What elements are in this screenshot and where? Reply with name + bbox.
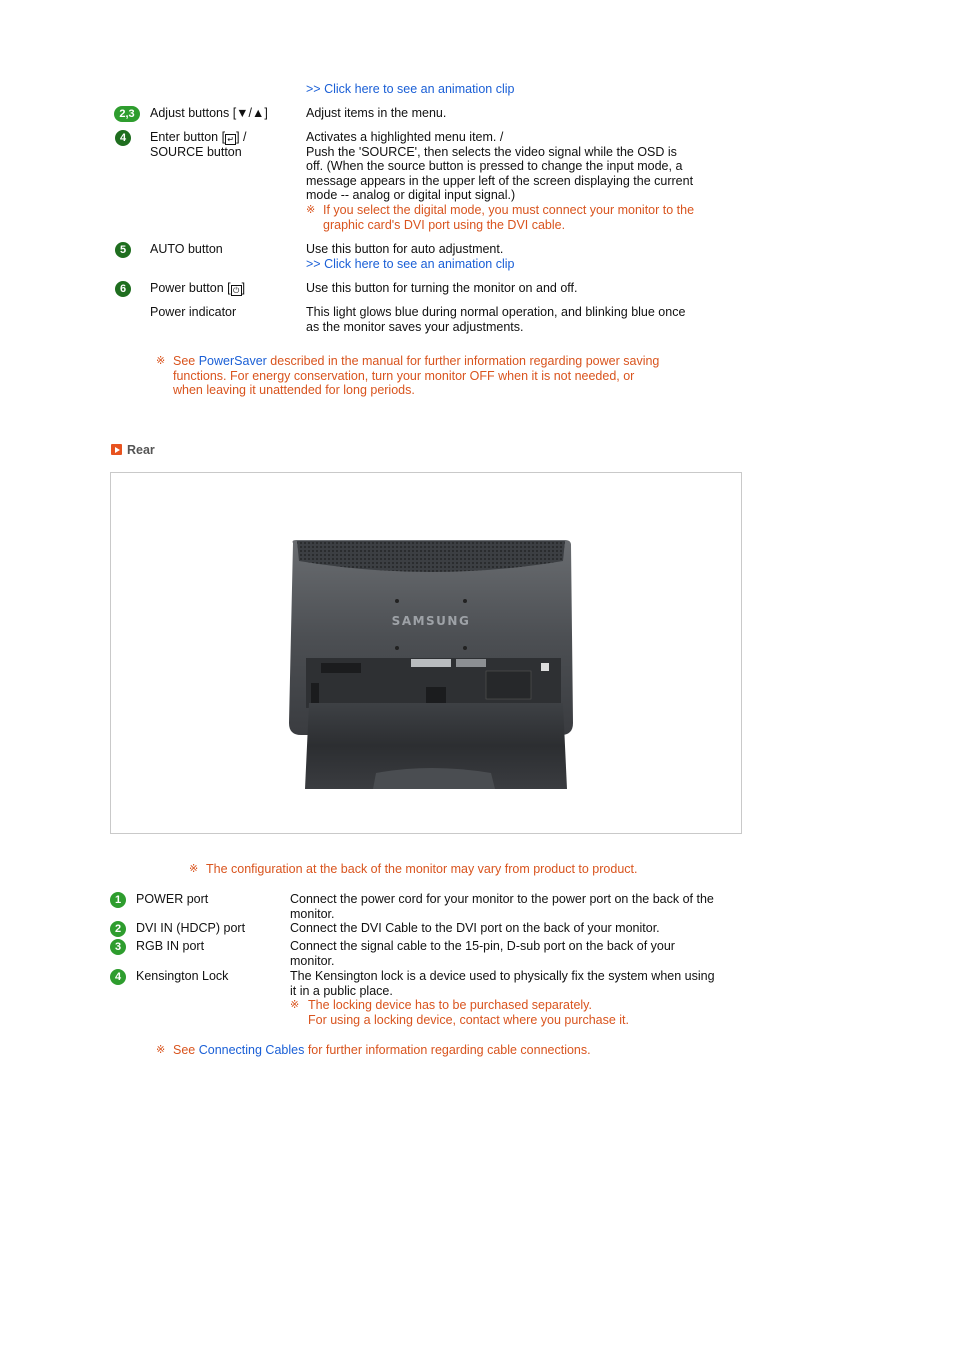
badge-port-4: 4 xyxy=(110,969,126,985)
badge-port-1: 1 xyxy=(110,892,126,908)
rgb-port-desc: Connect the signal cable to the 15-pin, D-sub port on the back of your monitor. xyxy=(290,939,675,968)
badge-2-3: 2,3 xyxy=(114,106,140,122)
adjust-buttons-label: Adjust buttons [▼/▲] xyxy=(150,106,268,120)
power-button-label: Power button [ ⏻ ] xyxy=(150,281,246,295)
auto-button-label: AUTO button xyxy=(150,242,223,256)
locking-device-note: ※ The locking device has to be purchased separately. For using a locking device, contact where you purchase it. xyxy=(290,998,630,1027)
dvi-port-desc: Connect the DVI Cable to the DVI port on the back of your monitor. xyxy=(290,921,660,935)
badge-port-2: 2 xyxy=(110,921,126,937)
enter-icon: ↵ xyxy=(225,134,236,145)
cable-note: ※ See Connecting Cables for further information regarding cable connections. xyxy=(156,1043,591,1057)
note-mark-icon: ※ xyxy=(156,355,166,367)
rgb-port-label: RGB IN port xyxy=(136,939,205,953)
power-button-desc: Use this button for turning the monitor on and off. xyxy=(306,281,578,295)
samsung-logo: SAMSUNG xyxy=(391,614,471,628)
enter-button-desc: Activates a highlighted menu item. / Push the 'SOURCE', then selects the video signal while the OSD is off. (When the source button is pressed to change the input mode, a message appears in the upper left of the screen displaying the current mode -- analog or digital input signal.) ※ If you select the digital mode, you must connect your monitor to the graphic card's DVI port using the DVI cable. xyxy=(306,130,695,232)
kensington-label: Kensington Lock xyxy=(136,969,229,983)
adjust-buttons-desc: Adjust items in the menu. xyxy=(306,106,447,120)
connecting-cables-link[interactable]: Connecting Cables xyxy=(198,1043,305,1057)
note-mark-icon: ※ xyxy=(306,203,316,216)
rear-heading: Rear xyxy=(111,443,155,457)
auto-button-desc: Use this button for auto adjustment. >> Click here to see an animation clip xyxy=(306,242,515,271)
power-port-desc: Connect the power cord for your monitor to the power port on the back of the monitor. xyxy=(290,892,714,921)
config-note: ※ The configuration at the back of the monitor may vary from product to product. xyxy=(189,862,638,876)
section-arrow-icon xyxy=(111,444,122,455)
power-indicator-label: Power indicator xyxy=(150,305,237,319)
powersaver-note: ※ See PowerSaver described in the manual for further information regarding power saving functions. For energy conservation, turn your monitor OFF when it is not needed, or when leaving it unattended for long periods. xyxy=(156,354,660,398)
rear-image-frame xyxy=(110,472,742,834)
power-indicator-desc: This light glows blue during normal operation, and blinking blue once as the monitor saves your adjustments. xyxy=(306,305,686,334)
powersaver-link[interactable]: PowerSaver xyxy=(198,354,267,368)
note-mark-icon: ※ xyxy=(189,863,199,875)
dvi-port-label: DVI IN (HDCP) port xyxy=(136,921,246,935)
badge-port-3: 3 xyxy=(110,939,126,955)
monitor-rear-image xyxy=(111,473,741,833)
kensington-desc: The Kensington lock is a device used to physically fix the system when using it in a public place. ※ The locking device has to be purchased separately. For using a locking device, contact where you purchase it. xyxy=(290,969,715,1027)
animation-clip-link-auto[interactable]: >> Click here to see an animation clip xyxy=(306,256,515,271)
badge-5: 5 xyxy=(115,242,131,258)
animation-clip-link-top[interactable]: >> Click here to see an animation clip xyxy=(306,82,515,96)
badge-4: 4 xyxy=(115,130,131,146)
power-icon: ⏻ xyxy=(231,285,242,296)
note-mark-icon: ※ xyxy=(290,999,300,1012)
note-mark-icon: ※ xyxy=(156,1044,166,1056)
enter-button-label: Enter button [ ↵ ] / SOURCE button xyxy=(150,130,247,159)
power-port-label: POWER port xyxy=(136,892,209,906)
badge-6: 6 xyxy=(115,281,131,297)
digital-mode-note: ※ If you select the digital mode, you must connect your monitor to the graphic card's DVI port using the DVI cable. xyxy=(306,202,695,232)
